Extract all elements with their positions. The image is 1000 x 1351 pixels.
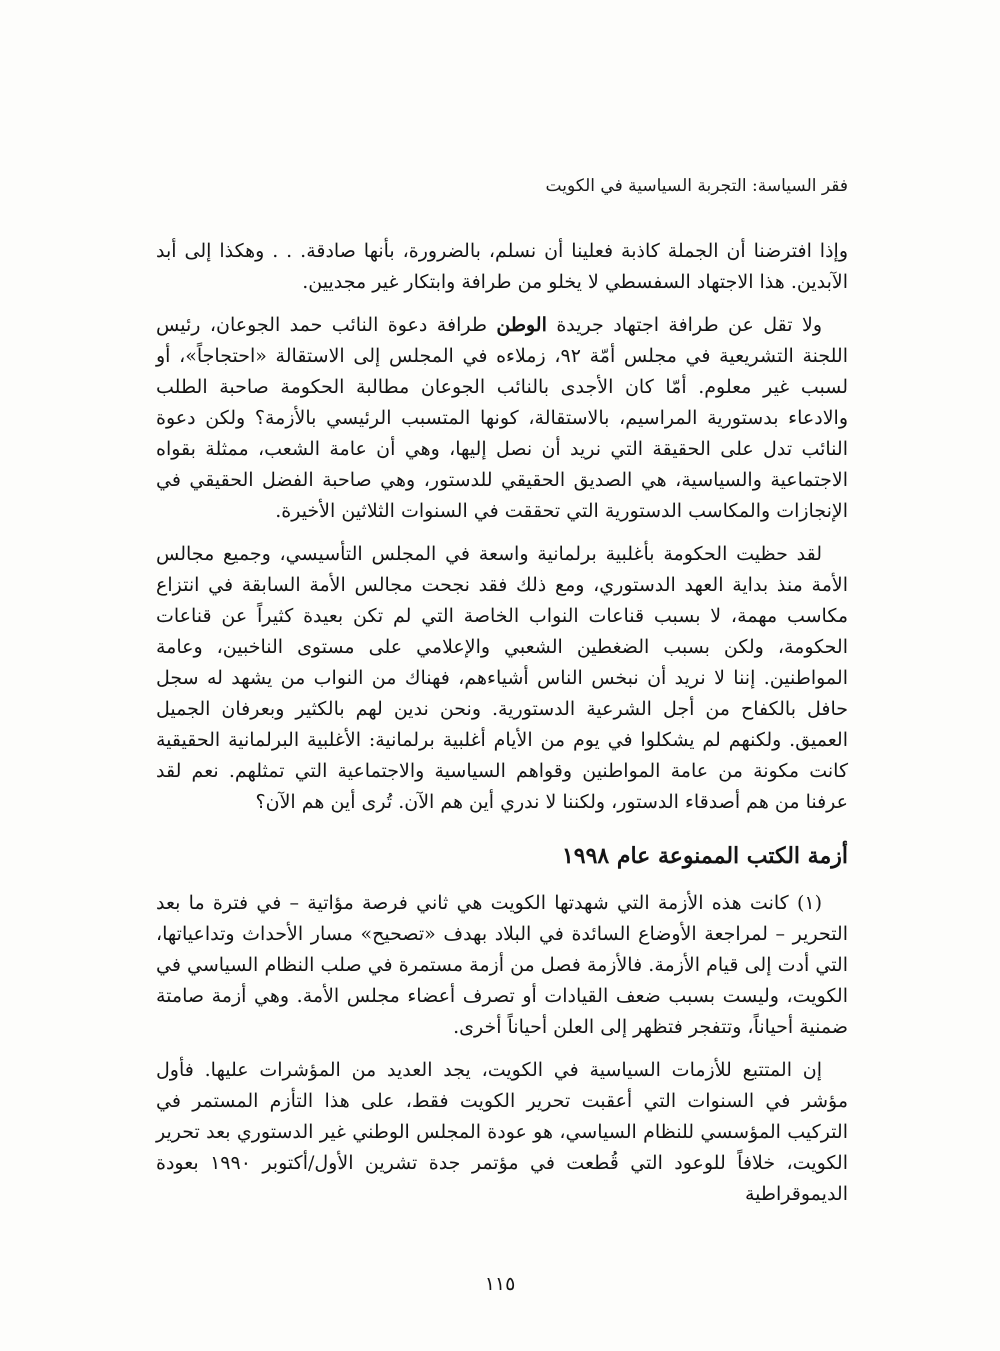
- page-number: ١١٥: [484, 1273, 516, 1295]
- paragraph-1: وإذا افترضنا أن الجملة كاذبة فعلينا أن نسلم، بالضرورة، بأنها صادقة. . . وهكذا إلى أبد الآبدين. هذا الاجتهاد السفسطي لا يخلو من طرافة وابتكار غير مجديين.: [156, 240, 848, 293]
- paragraph-2-before: ولا تقل عن طرافة اجتهاد جريدة: [546, 314, 822, 336]
- section-paragraph-2: إن المتتبع للأزمات السياسية في الكويت، يجد العديد من المؤشرات عليها. فأول مؤشر في السنوات التي أعقبت تحرير الكويت فقط، على هذا التأزم المستمر في التركيب المؤسسي للنظام السياسي، هو عودة المجلس الوطني غير الدستوري بعد تحرير الكويت، خلافاً للوعود التي قُطعت في مؤتمر جدة تشرين الأول/أكتوبر ١٩٩٠ بعودة الديموقراطية: [156, 1059, 848, 1205]
- paragraph-2: [156, 310, 848, 527]
- running-header: فقر السياسة: التجربة السياسية في الكويت: [545, 176, 848, 196]
- section-heading: أزمة الكتب الممنوعة عام ١٩٩٨: [561, 843, 848, 869]
- paragraph-2-after: طرافة دعوة النائب حمد الجوعان، رئيس اللجنة التشريعية في مجلس أمّة ٩٢، زملاءه في المجلس إلى الاستقالة «احتجاجاً»، أو لسبب غير معلوم. أمّا كان الأجدى بالنائب الجوعان مطالبة الحكومة صاحبة الطلب والادعاء بدستورية المراسيم، بالاستقالة، كونها المتسبب الرئيسي بالأزمة؟ ولكن دعوة النائب تدل على الحقيقة التي نريد أن نصل إليها، وهي أن عامة الشعب، ممثلة بقواه الاجتماعية والسياسية، هي الصديق الحقيقي للدستور، وهي صاحبة الفضل الحقيقي في الإنجازات والمكاسب الدستورية التي تحققت في السنوات الثلاثين الأخيرة.: [156, 314, 848, 522]
- newspaper-name: الوطن: [496, 314, 547, 336]
- body-text: [156, 236, 848, 1222]
- paragraph-3: لقد حظيت الحكومة بأغلبية برلمانية واسعة في المجلس التأسيسي، وجميع مجالس الأمة منذ بداية العهد الدستوري، ومع ذلك فقد نجحت مجالس الأمة السابقة في انتزاع مكاسب مهمة، لا بسبب قناعات النواب الخاصة التي لم تكن بعيدة كثيراً عن قناعات الحكومة، ولكن بسبب الضغطين الشعبي والإعلامي على مستوى الناخبين، وعامة المواطنين. إننا لا نريد أن نبخس الناس أشياءهم، فهناك من النواب من يشهد له سجل حافل بالكفاح من أجل الشرعية الدستورية. ونحن ندين لهم بالكثير وبعرفان الجميل العميق. ولكنهم لم يشكلوا في يوم من الأيام أغلبية برلمانية: الأغلبية البرلمانية الحقيقية كانت مكونة من عامة المواطنين وقواهم السياسية والاجتماعية التي تمثلهم. نعم لقد عرفنا من هم أصدقاء الدستور، ولكننا لا ندري أين هم الآن. تُرى أين هم الآن؟: [156, 543, 848, 813]
- section-paragraph-1: (١) كانت هذه الأزمة التي شهدتها الكويت هي ثاني فرصة مؤاتية – في فترة ما بعد التحرير – لمراجعة الأوضاع السائدة في البلاد بهدف «تصحيح» مسار الأحداث وتداعياتها، التي أدت إلى قيام الأزمة. فالأزمة فصل من أزمة مستمرة في صلب النظام السياسي في الكويت، وليست بسبب ضعف القيادات أو تصرف أعضاء مجلس الأمة. وهي أزمة صامتة ضمنية أحياناً، وتتفجر فتظهر إلى العلن أحياناً أخرى.: [156, 892, 848, 1038]
